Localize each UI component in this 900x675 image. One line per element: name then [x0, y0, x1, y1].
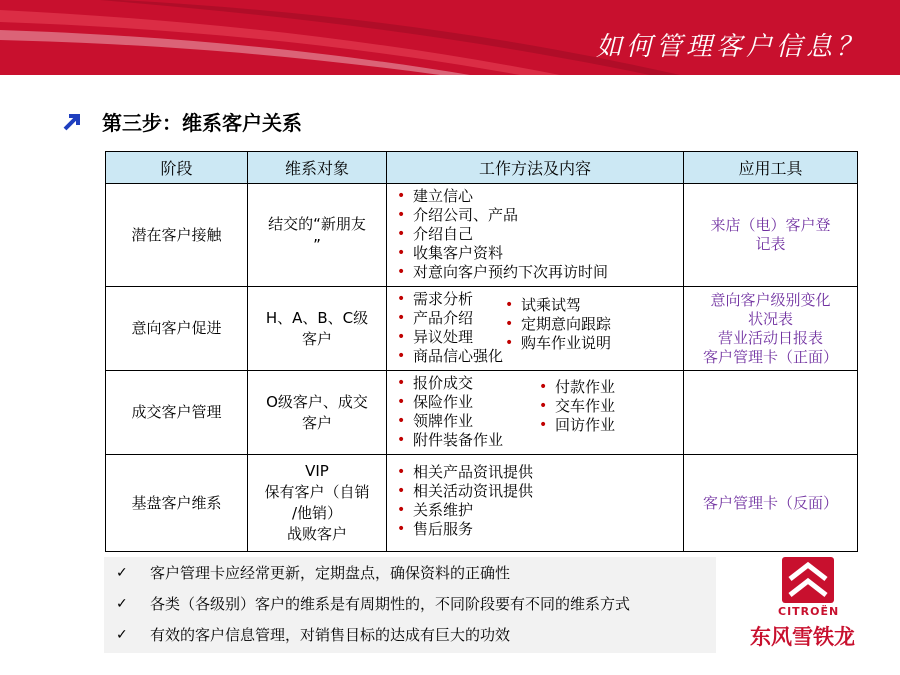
methods-list-secondary — [503, 296, 611, 366]
method-item: • 附件装备作业 — [395, 431, 503, 450]
method-item: • 报价成交 — [395, 374, 503, 393]
tool-cell — [684, 371, 858, 455]
citroen-logo — [750, 555, 870, 650]
methods-list — [395, 290, 503, 366]
target-cell: VIP 保有客户（自销 /他销） 战败客户 — [248, 455, 387, 552]
chevron-emblem-icon — [782, 557, 834, 603]
tool-cell: 客户管理卡（反面） — [684, 455, 858, 552]
note-item — [116, 593, 630, 614]
tool-cell: 意向客户级别变化 状况表 营业活动日报表 客户管理卡（正面） — [684, 287, 858, 371]
checkmark-icon: ✓ — [116, 626, 128, 643]
method-item: • 相关活动资讯提供 — [395, 482, 533, 501]
step-heading — [62, 107, 302, 136]
header-target: 维系对象 — [248, 152, 387, 184]
note-text: 各类（各级别）客户的维系是有周期性的，不同阶段要有不同的维系方式 — [150, 595, 631, 613]
methods-cell — [387, 455, 684, 552]
method-item: • 建立信心 — [395, 187, 608, 206]
page-title: 如何管理客户信息？ — [595, 32, 866, 62]
method-item: • 产品介绍 — [395, 309, 503, 328]
method-item: • 相关产品资讯提供 — [395, 463, 533, 482]
note-item — [116, 624, 510, 645]
methods-list — [395, 374, 503, 450]
methods-cell — [387, 371, 684, 455]
method-item: • 关系维护 — [395, 501, 533, 520]
table-row — [106, 371, 858, 455]
method-item: • 商品信心强化 — [395, 347, 503, 366]
method-item: • 购车作业说明 — [503, 334, 611, 353]
stage-cell: 基盘客户维系 — [106, 455, 248, 552]
methods-list — [395, 187, 608, 282]
method-item: • 回访作业 — [537, 416, 615, 435]
header-methods: 工作方法及内容 — [387, 152, 684, 184]
arrow-icon — [62, 112, 82, 132]
header-stage: 阶段 — [106, 152, 248, 184]
method-item: • 售后服务 — [395, 520, 533, 539]
target-cell: O级客户、成交 客户 — [248, 371, 387, 455]
method-item: • 定期意向跟踪 — [503, 315, 611, 334]
brand-name: CITROËN — [778, 605, 840, 618]
table-row — [106, 184, 858, 287]
target-cell: 结交的“新朋友 ” — [248, 184, 387, 287]
methods-cell — [387, 287, 684, 371]
tool-cell: 来店（电）客户登 记表 — [684, 184, 858, 287]
note-text: 客户管理卡应经常更新，定期盘点，确保资料的正确性 — [150, 564, 511, 582]
method-item: • 对意向客户预约下次再访时间 — [395, 263, 608, 282]
title-banner — [0, 0, 900, 75]
methods-list-secondary — [537, 378, 615, 450]
step-title: 第三步：维系客户关系 — [102, 111, 302, 135]
method-item: • 异议处理 — [395, 328, 503, 347]
method-item: • 交车作业 — [537, 397, 615, 416]
stage-cell: 意向客户促进 — [106, 287, 248, 371]
method-item: • 领牌作业 — [395, 412, 503, 431]
method-item: • 保险作业 — [395, 393, 503, 412]
table-row — [106, 455, 858, 552]
method-item: • 介绍公司、产品 — [395, 206, 608, 225]
target-cell: H、A、B、C级 客户 — [248, 287, 387, 371]
note-text: 有效的客户信息管理，对销售目标的达成有巨大的功效 — [150, 626, 511, 644]
methods-cell — [387, 184, 684, 287]
dealer-name: 东风雪铁龙 — [750, 624, 855, 649]
header-tools: 应用工具 — [684, 152, 858, 184]
method-item: • 试乘试驾 — [503, 296, 611, 315]
stage-cell: 潜在客户接触 — [106, 184, 248, 287]
relationship-table — [105, 151, 858, 552]
checkmark-icon: ✓ — [116, 564, 128, 581]
checkmark-icon: ✓ — [116, 595, 128, 612]
table-header-row — [106, 152, 858, 184]
note-item — [116, 562, 510, 583]
method-item: • 收集客户资料 — [395, 244, 608, 263]
table-row — [106, 287, 858, 371]
methods-list — [395, 463, 533, 539]
method-item: • 付款作业 — [537, 378, 615, 397]
method-item: • 需求分析 — [395, 290, 503, 309]
method-item: • 介绍自己 — [395, 225, 608, 244]
stage-cell: 成交客户管理 — [106, 371, 248, 455]
